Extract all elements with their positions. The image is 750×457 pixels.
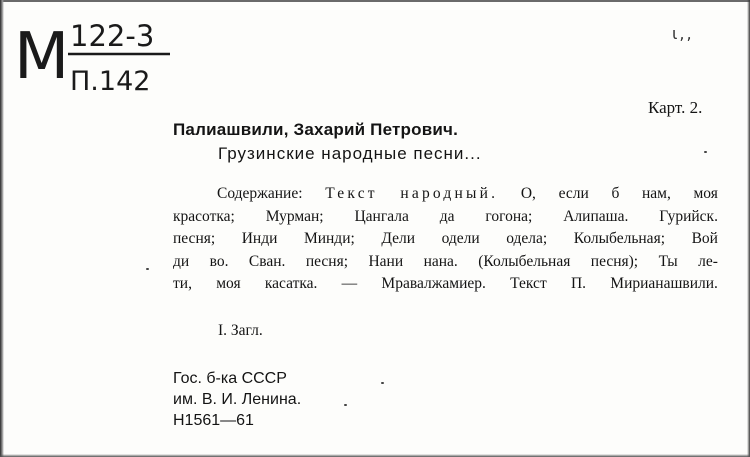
corner-handwritten-mark: ι,, [672, 24, 694, 43]
author-heading: Палиашвили, Захарий Петрович. [173, 120, 459, 139]
contents-word: песня; [305, 252, 349, 270]
contents-word: нана. [423, 252, 458, 270]
contents-word: (Колыбельная [478, 252, 571, 270]
card-edge-top [0, 0, 750, 2]
contents-word: Минди; [303, 230, 355, 248]
contents-word: Мурман; [265, 207, 324, 225]
contents-word: ди [173, 252, 190, 270]
contents-word: народный. [400, 185, 499, 202]
shelfmark-numerator: 122-3 [70, 19, 155, 53]
contents-word: если [558, 185, 589, 202]
subject-tracing: I. Загл. [218, 322, 263, 339]
contents-word: ти, [173, 275, 192, 293]
contents-word: красотка; [173, 207, 235, 225]
contents-word: касатка. [264, 275, 318, 293]
card-speck [344, 404, 347, 406]
contents-word: Ты [658, 252, 678, 270]
contents-word: одели [441, 230, 480, 248]
contents-line [173, 251, 718, 274]
title-line: Грузинские народные песни... [218, 144, 482, 163]
contents-word: моя [693, 185, 718, 202]
contents-word: О, [520, 185, 536, 202]
contents-word: Мравалжамиер. [381, 275, 486, 293]
contents-word: П. [570, 275, 587, 293]
card-edge-left [0, 0, 4, 457]
contents-word: Алипаша. [563, 207, 629, 225]
shelfmark-handwriting [14, 8, 184, 98]
contents-word: нам, [641, 185, 671, 202]
contents-word: Текст [325, 185, 378, 202]
contents-word: б [611, 185, 620, 202]
card-number: Карт. 2. [648, 98, 703, 117]
contents-word: Текст [510, 275, 547, 293]
contents-word: Вой [691, 230, 718, 248]
contents-word: моя [216, 275, 241, 293]
contents-word: одела; [506, 230, 548, 248]
contents-note [173, 183, 718, 296]
card-speck [704, 151, 707, 153]
contents-word: Дели [381, 230, 416, 248]
contents-word: Содержание: [217, 185, 303, 202]
contents-line [173, 183, 718, 206]
contents-word: Нани [368, 252, 404, 270]
contents-word: во. [209, 252, 229, 270]
contents-word: Колыбельная; [573, 230, 666, 248]
shelfmark-letter: М [14, 20, 70, 94]
shelfmark-denominator: П.142 [70, 66, 151, 97]
library-line-3: Н1561—61 [173, 412, 254, 429]
library-imprint [173, 368, 301, 431]
contents-word: песня); [590, 252, 639, 270]
library-line-1: Гос. б-ка СССР [173, 370, 287, 387]
contents-word: гогона; [485, 207, 533, 225]
contents-word: да [439, 207, 455, 225]
shelfmark [14, 8, 184, 98]
card-speck [146, 268, 149, 270]
contents-word: ле- [698, 252, 718, 270]
contents-word: Мирианашвили. [610, 275, 718, 293]
card-speck [381, 382, 384, 384]
library-line-2: им. В. И. Ленина. [173, 391, 302, 408]
contents-line [173, 206, 718, 229]
contents-word: Цангала [354, 207, 409, 225]
contents-word: песня; [173, 230, 216, 248]
contents-line [173, 228, 718, 251]
contents-word: Гурийск. [659, 207, 718, 225]
contents-line [173, 273, 718, 296]
contents-word: — [341, 275, 358, 293]
contents-word: Сван. [248, 252, 286, 270]
contents-word: Инди [241, 230, 278, 248]
